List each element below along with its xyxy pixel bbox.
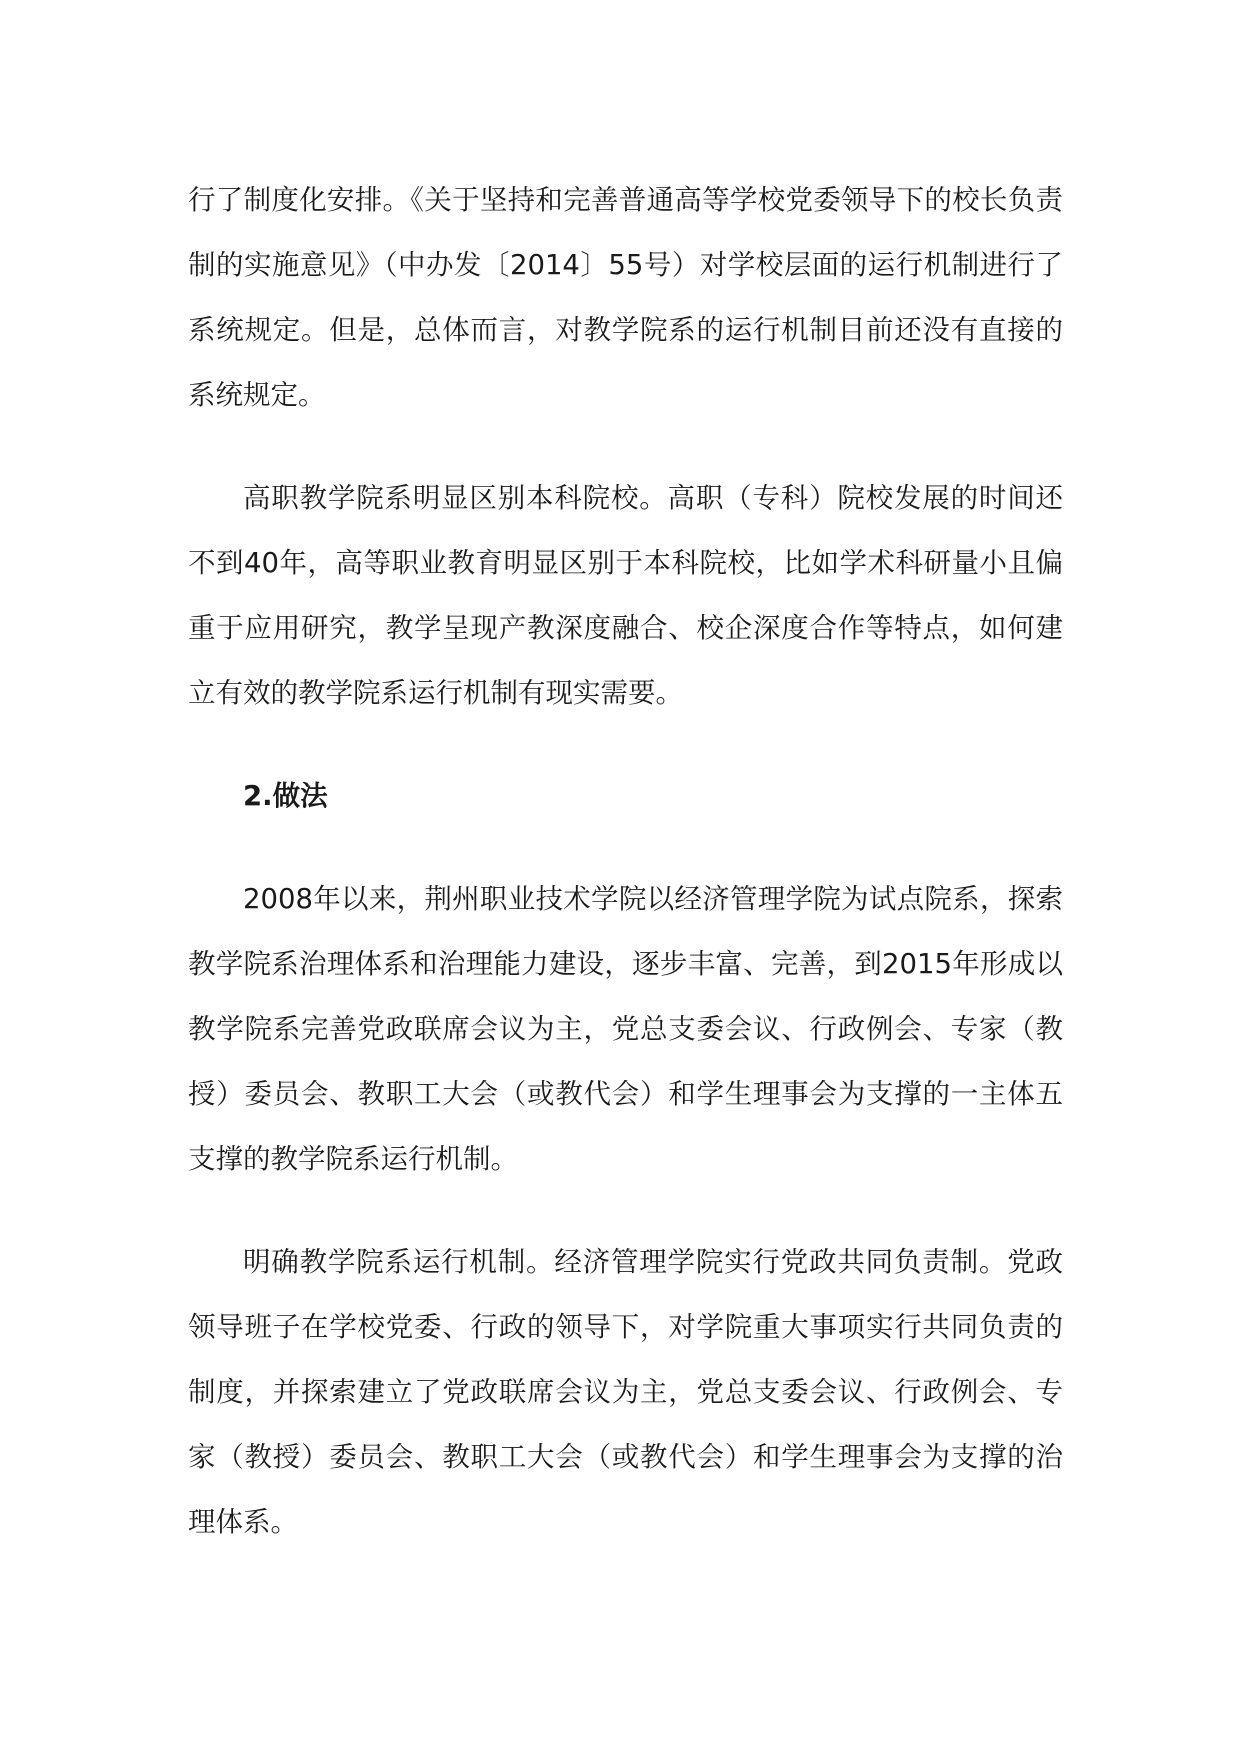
paragraph-institutional-arrangements: 行了制度化安排。《关于坚持和完善普通高等学校党委领导下的校长负责制的实施意见》（中办发〔2014〕55号）对学校层面的运行机制进行了系统规定。但是，总体而言，对教学院系的运行机制目前还没有直接的系统规定。 xyxy=(188,184,1063,411)
paragraph-clarify-mechanism: 明确教学院系运行机制。经济管理学院实行党政共同负责制。党政领导班子在学校党委、行政的领导下，对学院重大事项实行共同负责的制度，并探索建立了党政联席会议为主，党总支委会议、行政例会、专家（教授）委员会、教职工大会（或教代会）和学生理事会为支撑的治理体系。 xyxy=(188,1246,1063,1538)
document-body xyxy=(188,168,1063,1593)
paragraph-pilot-since-2008: 2008年以来，荆州职业技术学院以经济管理学院为试点院系，探索教学院系治理体系和治理能力建设，逐步丰富、完善，到2015年形成以教学院系完善党政联席会议为主，党总支委会议、行政例会、专家（教授）委员会、教职工大会（或教代会）和学生理事会为支撑的一主体五支撑的教学院系运行机制。 xyxy=(188,883,1063,1175)
paragraph-vocational-colleges-distinct: 高职教学院系明显区别本科院校。高职（专科）院校发展的时间还不到40年，高等职业教育明显区别于本科院校，比如学术科研量小且偏重于应用研究，教学呈现产教深度融合、校企深度合作等特点，如何建立有效的教学院系运行机制有现实需要。 xyxy=(188,482,1063,709)
section-heading-practice: 2.做法 xyxy=(243,780,328,812)
